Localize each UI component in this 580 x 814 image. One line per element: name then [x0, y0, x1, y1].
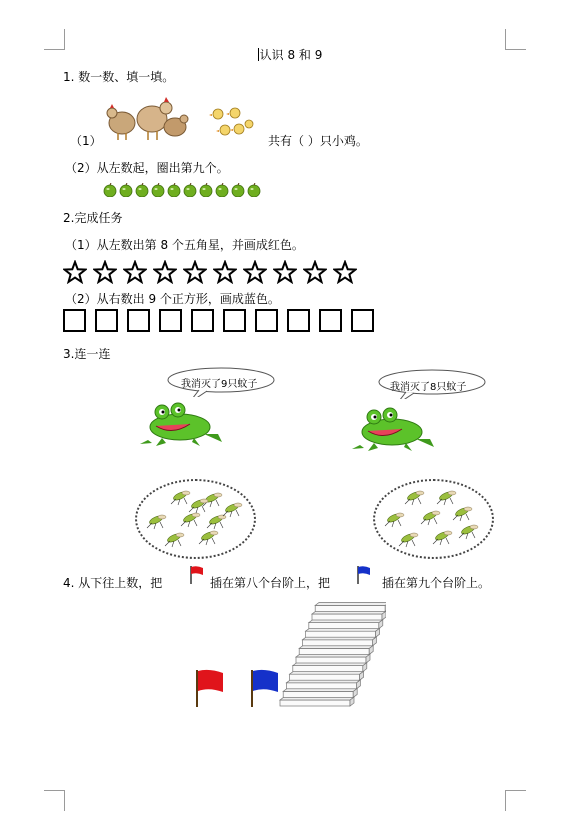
- mosquito-1: [171, 490, 190, 505]
- apple-5[interactable]: [167, 183, 181, 197]
- chick-5: [245, 120, 253, 128]
- stair-step-7[interactable]: [299, 645, 373, 654]
- stair-step-9[interactable]: [306, 628, 380, 637]
- mosquito-8: [459, 524, 478, 539]
- mosquito-3: [385, 512, 404, 527]
- page-title[interactable]: [0, 46, 580, 63]
- square-8[interactable]: [287, 309, 310, 332]
- star-4[interactable]: [153, 260, 177, 284]
- mosquito-2: [437, 490, 456, 505]
- chick-4: [234, 124, 244, 134]
- apple-2[interactable]: [119, 183, 133, 197]
- star-3[interactable]: [123, 260, 147, 284]
- frog-left: [140, 400, 226, 448]
- text-cursor: [258, 48, 259, 61]
- q4-text-part-c: 插在第九个台阶上。: [382, 576, 491, 590]
- speech-bubble-left-text: 我消灭了9只蚊子: [181, 379, 258, 390]
- mosquito-6: [399, 532, 418, 547]
- mosquito-4: [421, 510, 440, 525]
- star-2[interactable]: [93, 260, 117, 284]
- star-10[interactable]: [333, 260, 357, 284]
- mosquito-5: [207, 514, 226, 529]
- star-9[interactable]: [303, 260, 327, 284]
- q1-part1-label: （1）: [70, 134, 102, 148]
- hens-image: [100, 95, 190, 143]
- star-8[interactable]: [273, 260, 297, 284]
- mosquito-5: [453, 506, 472, 521]
- stair-step-3[interactable]: [286, 680, 360, 689]
- stair-step-6[interactable]: [296, 654, 370, 663]
- square-4[interactable]: [159, 309, 182, 332]
- stair-step-4[interactable]: [290, 671, 364, 680]
- q1-part2-question: （2）从左数起，圈出第九个。: [65, 161, 229, 175]
- apple-6[interactable]: [183, 183, 197, 197]
- page-corner-mark-bottom-left: [44, 790, 65, 811]
- mosquito-4: [181, 512, 200, 527]
- chick-1: [213, 109, 223, 119]
- apple-row: [103, 183, 261, 197]
- star-6[interactable]: [213, 260, 237, 284]
- square-3[interactable]: [127, 309, 150, 332]
- q2-heading: 2.完成任务: [63, 211, 123, 225]
- q4-text-part-b: 插在第八个台阶上，把: [210, 576, 331, 590]
- chick-3: [220, 125, 230, 135]
- apple-7[interactable]: [199, 183, 213, 197]
- chicks-image: [208, 106, 254, 140]
- blue-flag-large[interactable]: [248, 668, 280, 708]
- mosquitoes-right: [378, 484, 486, 552]
- q1-part1-question: 共有（ ）只小鸡。: [268, 134, 368, 148]
- square-9[interactable]: [319, 309, 342, 332]
- apple-3[interactable]: [135, 183, 149, 197]
- square-1[interactable]: [63, 309, 86, 332]
- mosquito-8: [223, 502, 242, 517]
- stair-step-8[interactable]: [302, 637, 376, 646]
- star-1[interactable]: [63, 260, 87, 284]
- mosquito-6: [165, 532, 184, 547]
- square-6[interactable]: [223, 309, 246, 332]
- q3-heading: 3.连一连: [63, 347, 111, 361]
- stair-step-11[interactable]: [312, 611, 386, 620]
- chick-2: [230, 108, 240, 118]
- mosquito-7: [199, 530, 218, 545]
- speech-bubble-right-text: 我消灭了8只蚊子: [390, 382, 467, 393]
- stair-step-10[interactable]: [309, 620, 383, 629]
- q2-part2-question: （2）从右数出 9 个正方形，画成蓝色。: [65, 292, 280, 306]
- q4-text-part-a: 4. 从下往上数，把: [63, 576, 163, 590]
- stair-step-5[interactable]: [293, 663, 367, 672]
- mosquitoes-left: [140, 484, 248, 552]
- apple-1[interactable]: [103, 183, 117, 197]
- stair-step-2[interactable]: [283, 688, 357, 697]
- red-flag-icon-small: [189, 565, 205, 585]
- q2-part1-question: （1）从左数出第 8 个五角星，并画成红色。: [65, 238, 304, 252]
- square-5[interactable]: [191, 309, 214, 332]
- square-row: [63, 309, 374, 332]
- blue-flag-icon-small: [356, 565, 372, 585]
- hen-3: [164, 115, 188, 136]
- mosquito-1: [405, 490, 424, 505]
- mosquito-7: [433, 530, 452, 545]
- square-10[interactable]: [351, 309, 374, 332]
- staircase: [270, 596, 386, 710]
- hen-1: [107, 104, 135, 140]
- apple-9[interactable]: [231, 183, 245, 197]
- star-7[interactable]: [243, 260, 267, 284]
- apple-8[interactable]: [215, 183, 229, 197]
- q1-heading: 1. 数一数、填一填。: [63, 70, 175, 84]
- frog-right: [352, 405, 438, 453]
- star-5[interactable]: [183, 260, 207, 284]
- stair-step-12[interactable]: [315, 602, 386, 611]
- apple-10[interactable]: [247, 183, 261, 197]
- mosquito-3: [147, 514, 166, 529]
- page-corner-mark-bottom-right: [505, 790, 526, 811]
- star-row: [63, 260, 357, 284]
- square-7[interactable]: [255, 309, 278, 332]
- red-flag-large[interactable]: [193, 668, 225, 708]
- mosquito-9: [189, 498, 208, 513]
- square-2[interactable]: [95, 309, 118, 332]
- stair-step-1[interactable]: [280, 697, 354, 706]
- page-title-text: 认识 8 和 9: [259, 48, 323, 62]
- apple-4[interactable]: [151, 183, 165, 197]
